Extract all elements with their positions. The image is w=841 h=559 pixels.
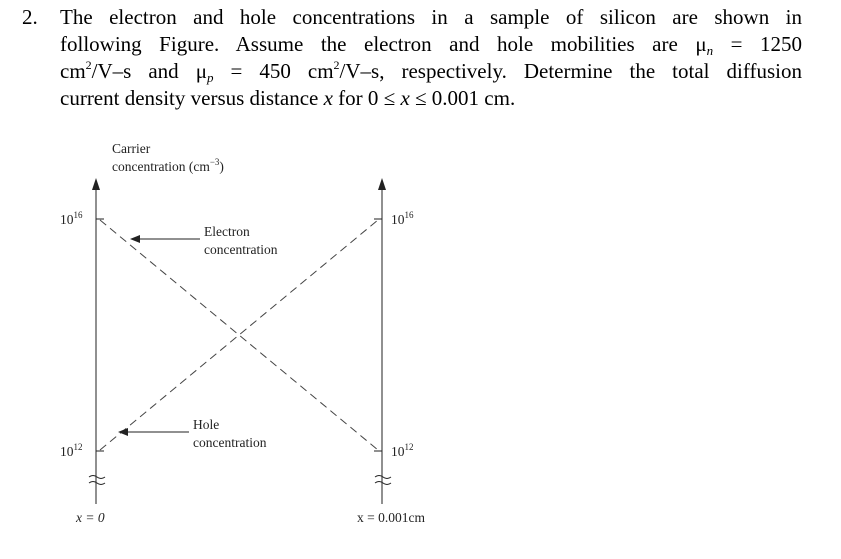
electron-label-line2: concentration <box>204 242 278 257</box>
left-low-label: $10^{12}$ <box>60 442 83 459</box>
left-axis <box>89 178 105 504</box>
axis-break-right-icon <box>375 476 391 479</box>
problem-number: 2. <box>22 5 38 29</box>
left-high-label: $10^{16}$ <box>60 210 83 227</box>
hole-label-line2: concentration <box>193 435 267 450</box>
right-axis <box>374 178 391 504</box>
right-low-label: $10^{12}$ <box>391 442 414 459</box>
y-axis-label-line1: Carrier <box>112 141 151 156</box>
right-high-label: $10^{16}$ <box>391 210 414 227</box>
problem-line-1: The electron and hole concentrations in a sample of silicon are shown in <box>60 5 802 29</box>
electron-label-line1: Electron <box>204 224 250 239</box>
y-axis-label-line2: concentration $(cm^{-3})$ <box>112 157 224 174</box>
hole-label-line1: Hole <box>193 417 220 432</box>
x-left-label: x = 0 <box>76 510 105 525</box>
axis-break-left-icon <box>89 476 105 479</box>
problem-line-3: $cm^2/V-s$ and $\mu_p = 450$ $cm^2/V-s$, respectively. Determine the total diffusion <box>60 58 802 85</box>
problem-line-2: following Figure. Assume the electron and hole mobilities are $\mu_n = 1250$ <box>60 32 802 58</box>
x-right-label: x = 0.001cm <box>357 510 425 525</box>
problem-line-4: current density versus distance x for 0 ≤ x ≤ 0.001 cm. <box>60 86 516 110</box>
